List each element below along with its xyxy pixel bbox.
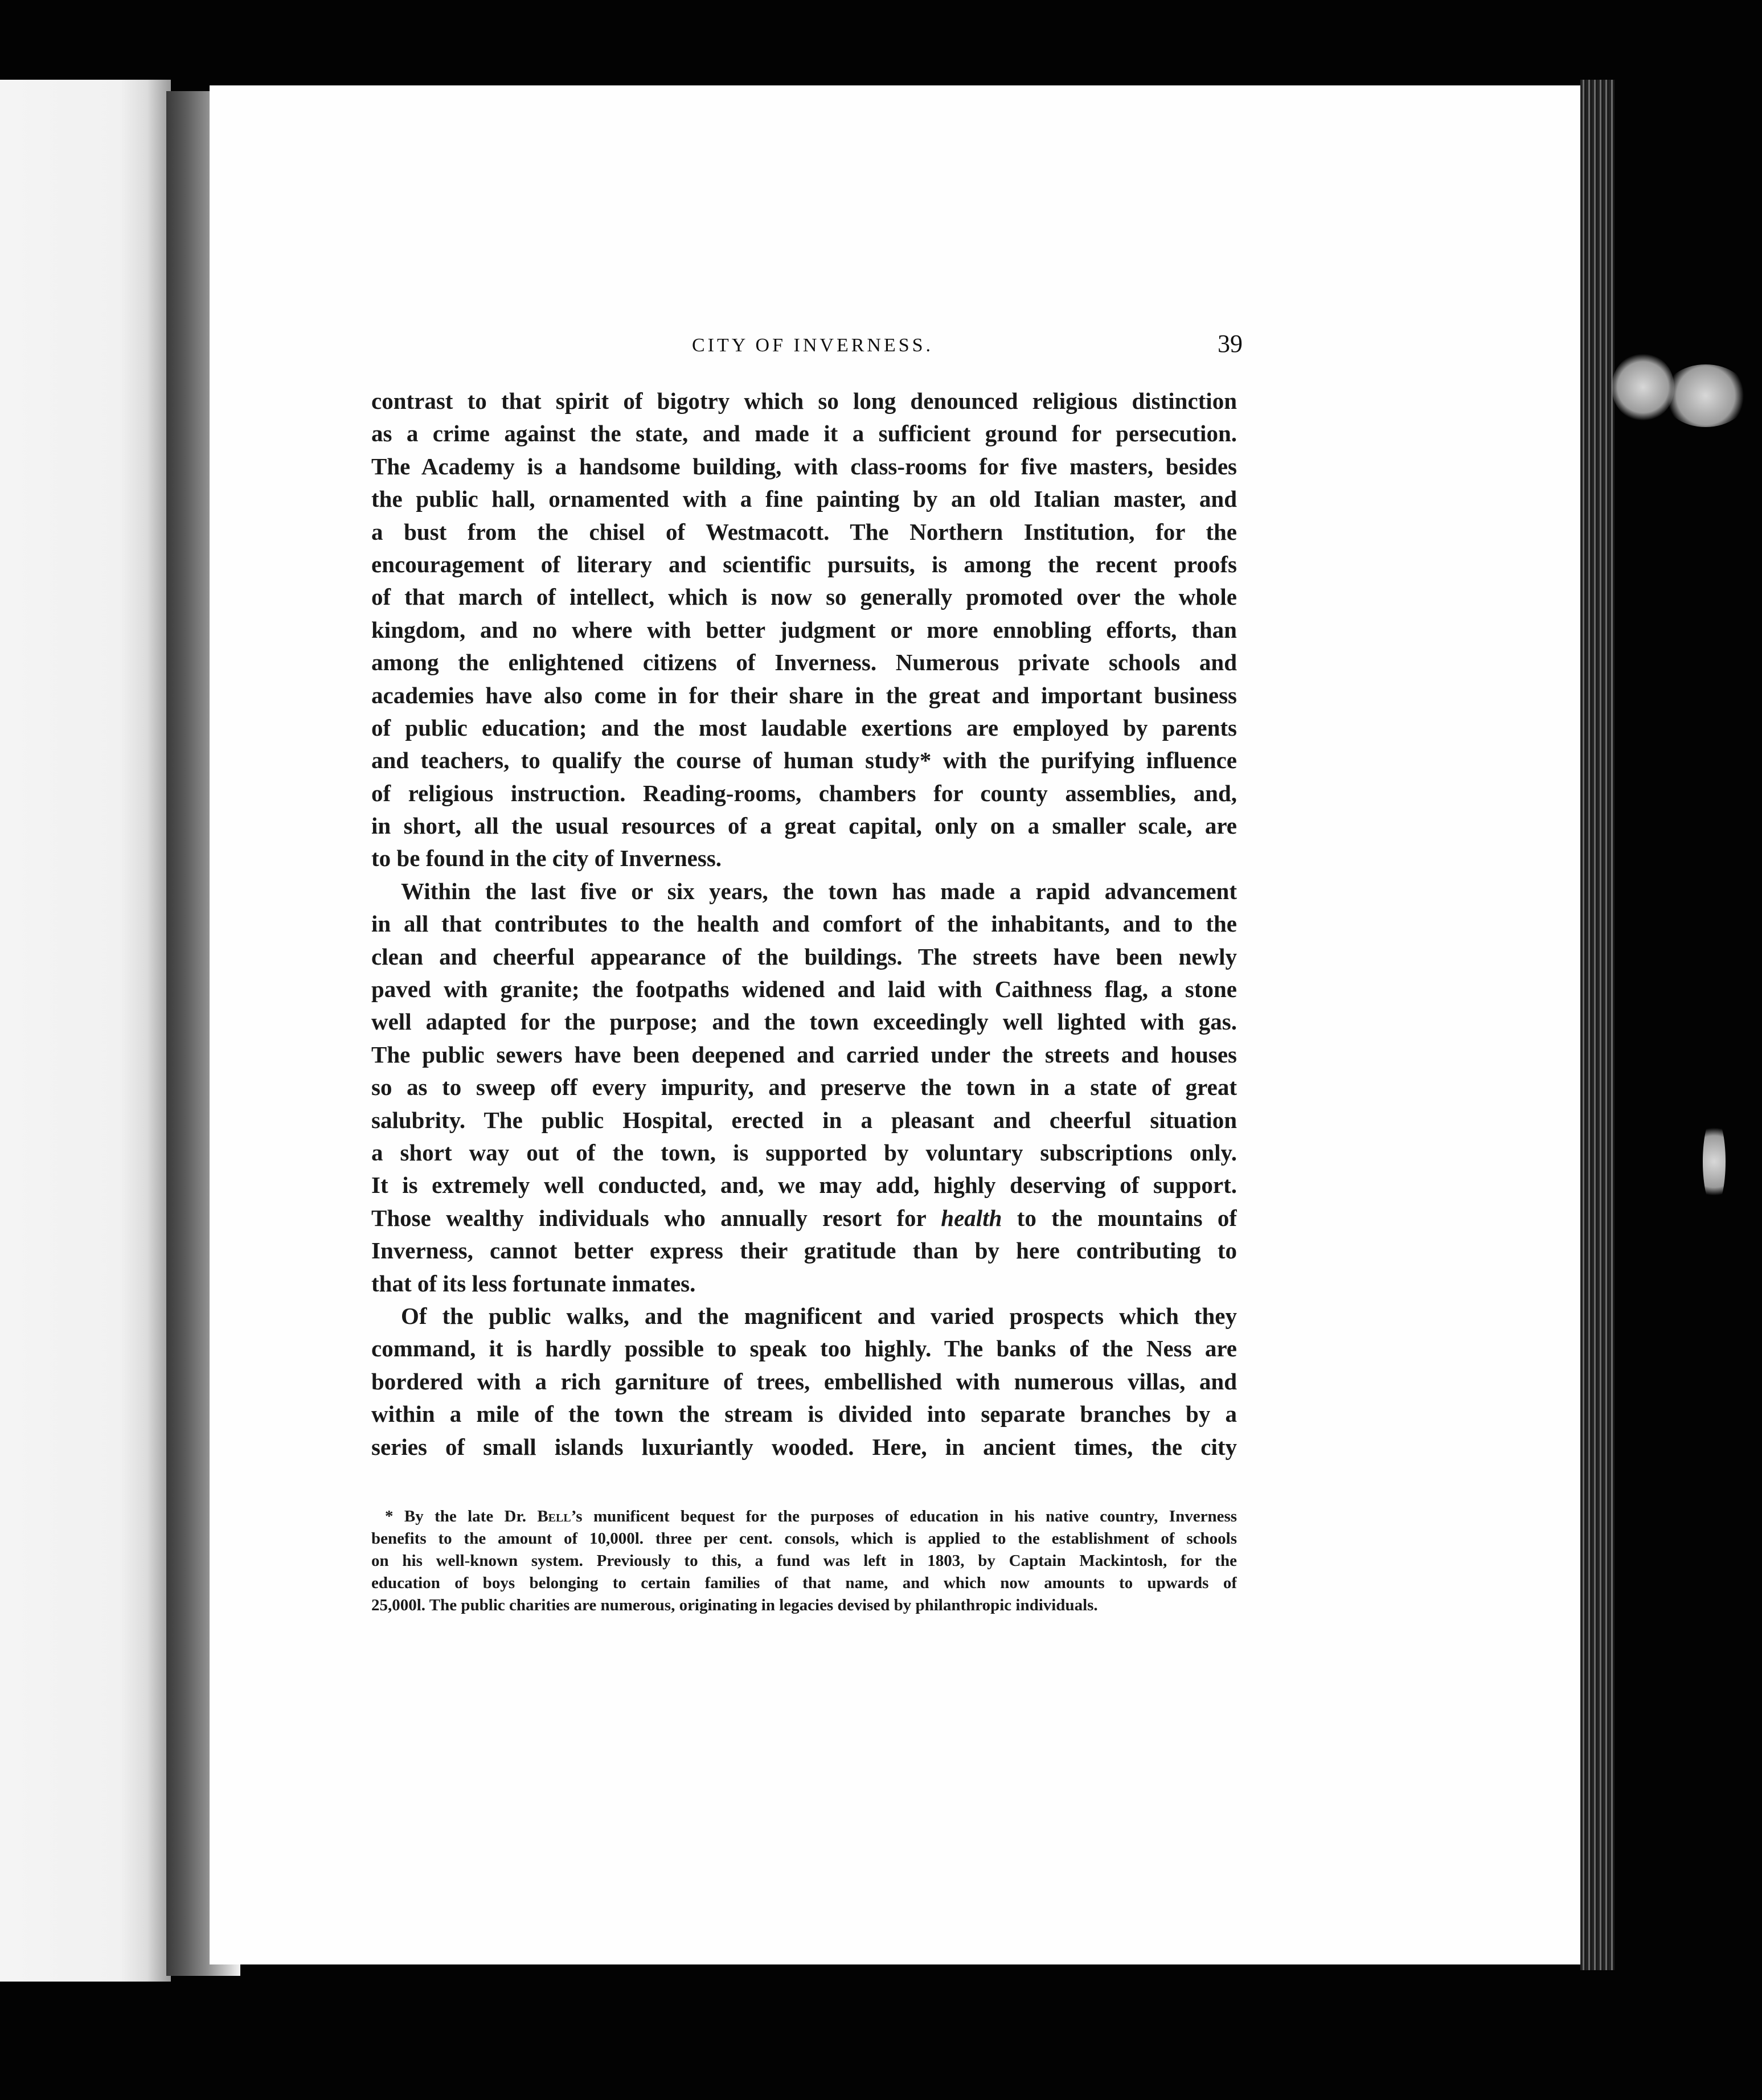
text-line: It is extremely well conducted, and, we may add, highly deserving of support. [371,1172,1237,1199]
footnote-line: 25,000l. The public charities are numerous, originating in legacies devised by philanthropic individuals. [371,1596,1098,1614]
text-line: a bust from the chisel of Westmacott. The Northern Institution, for the [371,518,1237,545]
text-line: among the enlightened citizens of Inverness. Numerous private schools and [371,649,1237,676]
footnote-text: By the late Dr. [404,1507,526,1525]
text-line: so as to sweep off every impurity, and preserve the town in a state of great [371,1074,1237,1101]
footnote-line [371,1506,1237,1528]
text-line: contrast to that spirit of bigotry which so long denounced religious distinction [371,388,1237,414]
text-line: Inverness, cannot better express their gratitude than by here contributing to [371,1237,1237,1264]
scan-smudge [1663,364,1748,427]
text-line: encouragement of literary and scientific pursuits, is among the recent proofs [371,551,1237,577]
text-line: bordered with a rich garniture of trees, embellished with numerous villas, and [371,1368,1237,1394]
text-line: of that march of intellect, which is now so generally promoted over the whole [371,584,1237,610]
text-line: and teachers, to qualify the course of human study* with the purifying influence [371,747,1237,774]
footnote-name: Bell [537,1507,571,1525]
text-segment: to the mountains of [1017,1204,1237,1231]
footnote-line: on his well-known system. Previously to this, a fund was left in 1803, by Captain Mackintosh, for the [371,1552,1237,1570]
text-line: in all that contributes to the health and comfort of the inhabitants, and to the [371,910,1237,937]
text-line: Within the last five or six years, the town has made a rapid advancement [401,877,1237,904]
running-title: CITY OF INVERNESS. [692,335,934,356]
text-segment: Those wealthy individuals who annually resort for [371,1204,927,1231]
text-line: The public sewers have been deepened and carried under the streets and houses [371,1041,1237,1068]
page-number: 39 [1218,330,1243,358]
text-line: that of its less fortunate inmates. [371,1270,696,1297]
text-line: well adapted for the purpose; and the town exceedingly well lighted with gas. [371,1008,1237,1035]
text-line: kingdom, and no where with better judgment or more ennobling efforts, than [371,616,1237,643]
footnote [371,1506,1237,1617]
facing-page-edge [0,80,171,1982]
text-line: of religious instruction. Reading-rooms, chambers for county assemblies, and, [371,780,1237,806]
text-line: of public education; and the most laudable exertions are employed by parents [371,714,1237,741]
text-line: as a crime against the state, and made it a sufficient ground for persecution. [371,420,1237,447]
text-line: Of the public walks, and the magnificent and varied prospects which they [401,1302,1237,1329]
text-line: The Academy is a handsome building, with class-rooms for five masters, besides [371,453,1237,479]
footnote-text: ’s munificent bequest for the purposes of education in his native country, Inverness [571,1507,1237,1525]
footnote-marker: * [385,1507,394,1525]
text-line: clean and cheerful appearance of the buildings. The streets have been newly [371,943,1237,970]
italic-word: health [941,1204,1002,1231]
text-line: the public hall, ornamented with a fine painting by an old Italian master, and [371,486,1237,512]
body-text [371,385,1237,1463]
footnote-line: education of boys belonging to certain families of that name, and which now amounts to upwards of [371,1574,1237,1592]
scan-smudge [1703,1116,1726,1207]
text-line: paved with granite; the footpaths widened and laid with Caithness flag, a stone [371,976,1237,1003]
text-line: command, it is hardly possible to speak too highly. The banks of the Ness are [371,1335,1237,1362]
text-line: academies have also come in for their share in the great and important business [371,682,1237,708]
text-line: a short way out of the town, is supported by voluntary subscriptions only. [371,1139,1237,1166]
page-fore-edge [1580,80,1615,1970]
footnote-line: benefits to the amount of 10,000l. three per cent. consols, which is applied to the establishment of schools [371,1529,1237,1548]
text-line: within a mile of the town the stream is divided into separate branches by a [371,1401,1237,1428]
text-line: series of small islands luxuriantly wooded. Here, in ancient times, the city [371,1433,1237,1460]
text-line: to be found in the city of Inverness. [371,845,722,872]
text-line [371,1202,1237,1234]
text-line: in short, all the usual resources of a great capital, only on a smaller scale, are [371,813,1237,839]
text-line: salubrity. The public Hospital, erected in a pleasant and cheerful situation [371,1106,1237,1133]
